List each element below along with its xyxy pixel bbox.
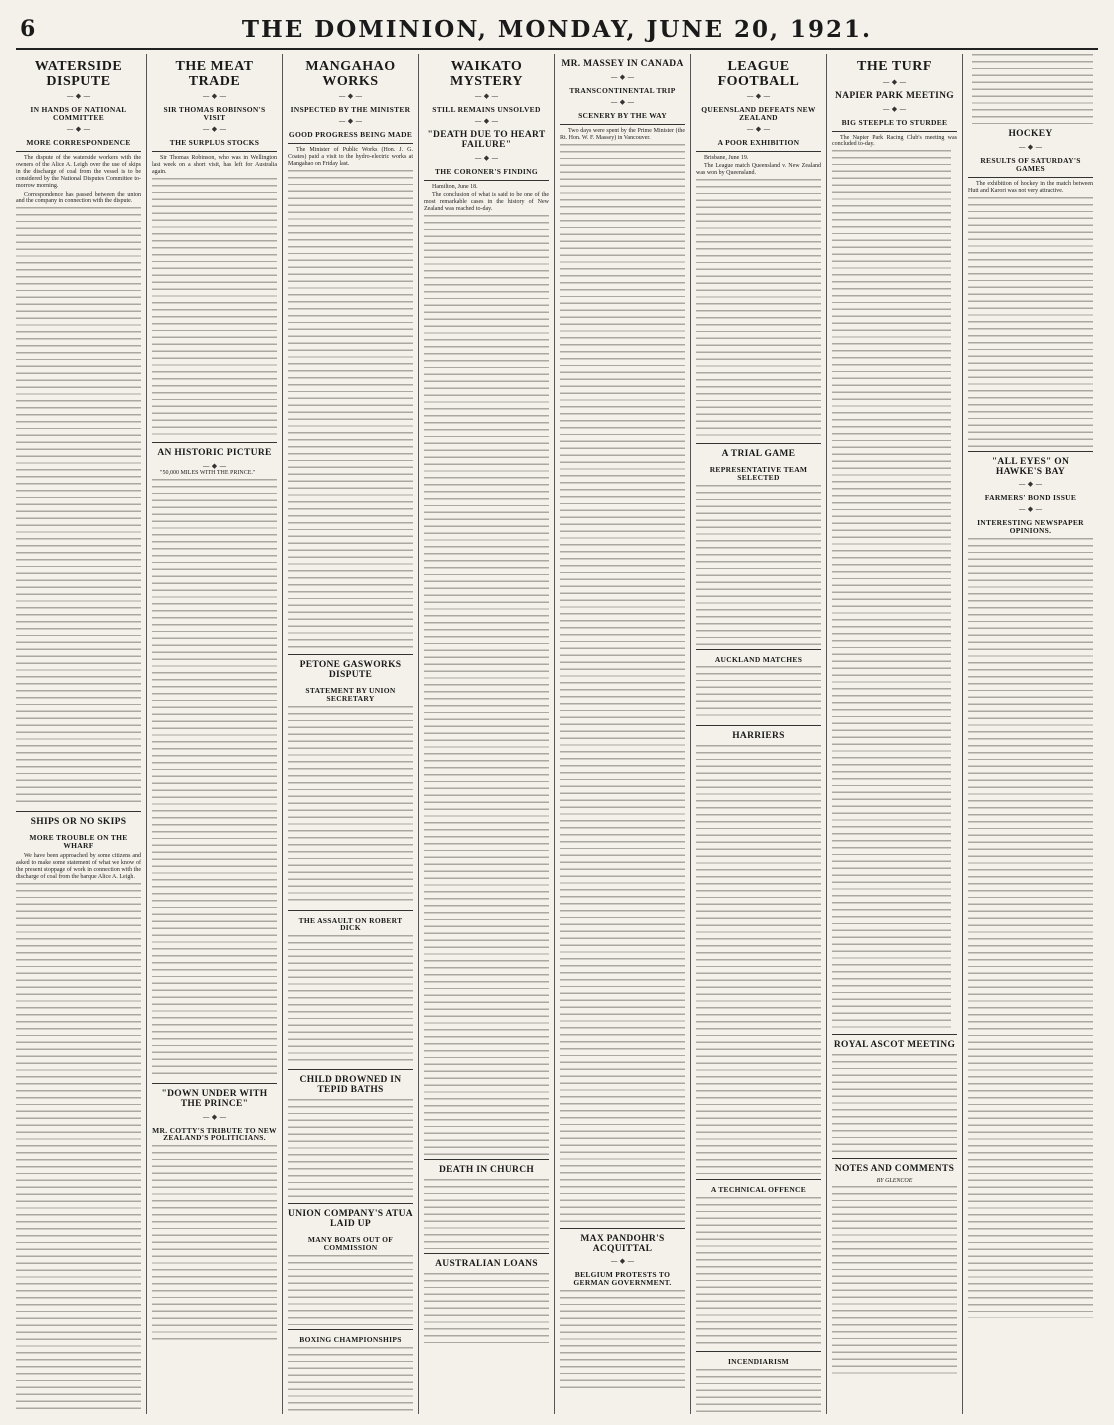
subheadline: BELGIUM PROTESTS TO GERMAN GOVERNMENT. [573, 1270, 672, 1288]
article-text: Sir Thomas Robinson, who was in Wellington last week on a short visit, has left for Australia again. [152, 155, 277, 175]
subheadline: IN HANDS OF NATIONAL COMMITTEE [30, 105, 127, 123]
subheadline: MANY BOATS OUT OF COMMISSION [307, 1235, 394, 1253]
dateline: Hamilton, June 18. [432, 184, 478, 191]
subheadline: FARMERS' BOND ISSUE [984, 493, 1077, 503]
column-5: MR. MASSEY IN CANADA — ◆ — TRANSCONTINENTAL TRIP — ◆ — SCENERY BY THE WAY Two days were spent by the Prime Minister (the Rt. Hon. W. F. Massey) in Vancouver. MAX PANDOHR'S ACQUITTAL — ◆ — BELGIUM PROTESTS TO GERMAN GOVERNMENT. [554, 54, 690, 1414]
column-6: LEAGUE FOOTBALL — ◆ — QUEENSLAND DEFEATS NEW ZEALAND — ◆ — A POOR EXHIBITION Brisbane, June 19. The League match Queensland v. New Zealand was won by Queensland. A TRIAL GAME REPRESENTATIVE TEAM SELECTED AUCKLAND MATCHES HARRIERS A TECHNICAL OFFENCE INCENDIARISM [690, 54, 826, 1414]
headline: WAIKATO MYSTERY [449, 59, 523, 89]
subheadline: GOOD PROGRESS BEING MADE [288, 130, 413, 140]
article-text: The exhibition of hockey in the match between Hutt and Karori was not very attractive. [968, 180, 1093, 194]
headline: MR. MASSEY IN CANADA [561, 59, 684, 69]
headline: A TRIAL GAME [721, 448, 796, 459]
subheadline: STATEMENT BY UNION SECRETARY [305, 685, 396, 703]
article-text: The League match Queensland v. New Zealand was won by Queensland. [696, 163, 821, 176]
subheadline: BIG STEEPLE TO STURDEE [841, 117, 948, 127]
headline: ROYAL ASCOT MEETING [833, 1040, 956, 1051]
article-text: The dispute of the waterside workers with the owners of the Alice A. Leigh over the use of skips in the discharge of coal from the vessel is to be considered by the National Disputes Committee to-morrow morning. [16, 155, 141, 189]
column-8: HOCKEY — ◆ — RESULTS OF SATURDAY'S GAMES The exhibition of hockey in the match between Hutt and Karori was not very attractive. "ALL EYES" ON HAWKE'S BAY — ◆ — FARMERS' BOND ISSUE — ◆ — INTERESTING NEWSPAPER OPINIONS. [962, 54, 1098, 1414]
headline: A TECHNICAL OFFENCE [710, 1185, 807, 1195]
newspaper-page [16, 14, 1098, 1414]
headline: AUSTRALIAN LOANS [435, 1258, 538, 1269]
headline: UNION COMPANY'S ATUA LAID UP [288, 1209, 413, 1230]
subheadline: THE SURPLUS STOCKS [169, 138, 260, 148]
column-1: WATERSIDE DISPUTE — ◆ — IN HANDS OF NATIONAL COMMITTEE — ◆ — MORE CORRESPONDENCE The dispute of the waterside workers with the owners of the Alice A. Leigh over the use of skips in the discharge of coal from the vessel is to be considered by the National Disputes Committee to-morrow morning. Correspondence has passed between the union and the company in connection with the dispute. SHIPS OR NO SKIPS MORE TROUBLE ON THE WHARF We have been approached by some citizens and asked to make some statement of what we know of the present stoppage of work in connection with the discharge of coal from the barque Alice A. Leigh. [16, 54, 146, 1414]
article-text: "50,000 MILES WITH THE PRINCE." [160, 469, 256, 476]
subheadline: REPRESENTATIVE TEAM SELECTED [709, 464, 808, 482]
headline: DEATH IN CHURCH [438, 1164, 535, 1175]
subheadline: "DEATH DUE TO HEART FAILURE" [427, 130, 546, 151]
dateline: Brisbane, June 19. [704, 155, 749, 161]
subheadline: QUEENSLAND DEFEATS NEW ZEALAND [701, 105, 816, 123]
byline: BY GLENCOE [876, 1178, 913, 1185]
headline: INCENDIARISM [727, 1357, 790, 1367]
headline: HARRIERS [732, 731, 785, 742]
article-text: We have been approached by some citizens and asked to make some statement of what we know of the present stoppage of work in connection with the discharge of coal from the barque Alice A. Leigh. [16, 853, 141, 880]
headline: BOXING CHAMPIONSHIPS [299, 1334, 402, 1344]
article-text: The Minister of Public Works (Hon. J. G. Coates) paid a visit to the hydro-electric works at Mangahao on Friday last. [288, 147, 413, 167]
column-7: THE TURF — ◆ — NAPIER PARK MEETING — ◆ — BIG STEEPLE TO STURDEE The Napier Park Racing Club's meeting was concluded to-day. ROYAL ASCOT MEETING NOTES AND COMMENTS BY GLENCOE [826, 54, 962, 1414]
page-number: 6 [20, 16, 36, 42]
subheadline: SIR THOMAS ROBINSON'S VISIT [163, 105, 266, 123]
columns [16, 54, 1098, 1414]
headline: SHIPS OR NO SKIPS [30, 817, 127, 828]
masthead [16, 14, 1098, 50]
subheadline: INTERESTING NEWSPAPER OPINIONS. [977, 518, 1084, 536]
headline: LEAGUE FOOTBALL [717, 59, 800, 89]
article-text: The conclusion of what is said to be one of the most remarkable cases in the history of New Zealand was reached to-day. [424, 192, 549, 212]
subheadline: THE CORONER'S FINDING [435, 167, 538, 177]
subheadline: MORE CORRESPONDENCE [26, 138, 131, 148]
column-2: THE MEAT TRADE — ◆ — SIR THOMAS ROBINSON'S VISIT — ◆ — THE SURPLUS STOCKS Sir Thomas Robinson, who was in Wellington last week on a short visit, has left for Australia again. AN HISTORIC PICTURE — ◆ — "50,000 MILES WITH THE PRINCE." "DOWN UNDER WITH THE PRINCE" — ◆ — MR. COTTY'S TRIBUTE TO NEW ZEALAND'S POLITICIANS. [146, 54, 282, 1414]
column-4: WAIKATO MYSTERY — ◆ — STILL REMAINS UNSOLVED — ◆ — "DEATH DUE TO HEART FAILURE" — ◆ — THE CORONER'S FINDING Hamilton, June 18. The conclusion of what is said to be one of the most remarkable cases in the history of New Zealand was reached to-day. DEATH IN CHURCH AUSTRALIAN LOANS [418, 54, 554, 1414]
subheadline: SCENERY BY THE WAY [578, 110, 667, 120]
subheadline: INSPECTED BY THE MINISTER [290, 105, 411, 115]
subheadline: MR. COTTY'S TRIBUTE TO NEW ZEALAND'S POLITICIANS. [152, 1125, 277, 1143]
newspaper-title: THE DOMINION, MONDAY, JUNE 20, 1921. [241, 16, 873, 43]
headline: MAX PANDOHR'S ACQUITTAL [580, 1233, 665, 1254]
subheadline: STILL REMAINS UNSOLVED [432, 105, 541, 115]
article-text: Two days were spent by the Prime Minister (the Rt. Hon. W. F. Massey) in Vancouver. [560, 127, 685, 141]
headline: "DOWN UNDER WITH THE PRINCE" [161, 1088, 268, 1109]
headline: NOTES AND COMMENTS [834, 1164, 955, 1175]
article-text: Correspondence has passed between the union and the company in connection with the dispute. [16, 191, 141, 205]
subheadline: TRANSCONTINENTAL TRIP [569, 85, 676, 95]
headline: AUCKLAND MATCHES [714, 654, 803, 664]
subheadline: RESULTS OF SATURDAY'S GAMES [980, 155, 1081, 173]
headline: AN HISTORIC PICTURE [157, 447, 272, 458]
headline: CHILD DROWNED IN TEPID BATHS [299, 1075, 402, 1096]
headline: "ALL EYES" ON HAWKE'S BAY [991, 456, 1070, 477]
column-3: MANGAHAO WORKS — ◆ — INSPECTED BY THE MINISTER — ◆ — GOOD PROGRESS BEING MADE The Minister of Public Works (Hon. J. G. Coates) paid a visit to the hydro-electric works at Mangahao on Friday last. PETONE GASWORKS DISPUTE STATEMENT BY UNION SECRETARY THE ASSAULT ON ROBERT DICK CHILD DROWNED IN TEPID BATHS UNION COMPANY'S ATUA LAID UP MANY BOATS OUT OF COMMISSION BOXING CHAMPIONSHIPS [282, 54, 418, 1414]
subheadline: NAPIER PARK MEETING [835, 90, 954, 101]
subheadline: MORE TROUBLE ON THE WHARF [29, 833, 128, 851]
headline: MANGAHAO WORKS [305, 59, 396, 89]
headline: THE TURF [857, 59, 932, 74]
headline: THE MEAT TRADE [175, 59, 254, 89]
article-text: The Napier Park Racing Club's meeting was concluded to-day. [832, 134, 957, 148]
headline: PETONE GASWORKS DISPUTE [299, 659, 402, 680]
headline: WATERSIDE DISPUTE [34, 59, 123, 89]
headline: HOCKEY [1008, 129, 1053, 139]
headline: THE ASSAULT ON ROBERT DICK [298, 915, 403, 933]
subheadline: A POOR EXHIBITION [717, 138, 800, 148]
